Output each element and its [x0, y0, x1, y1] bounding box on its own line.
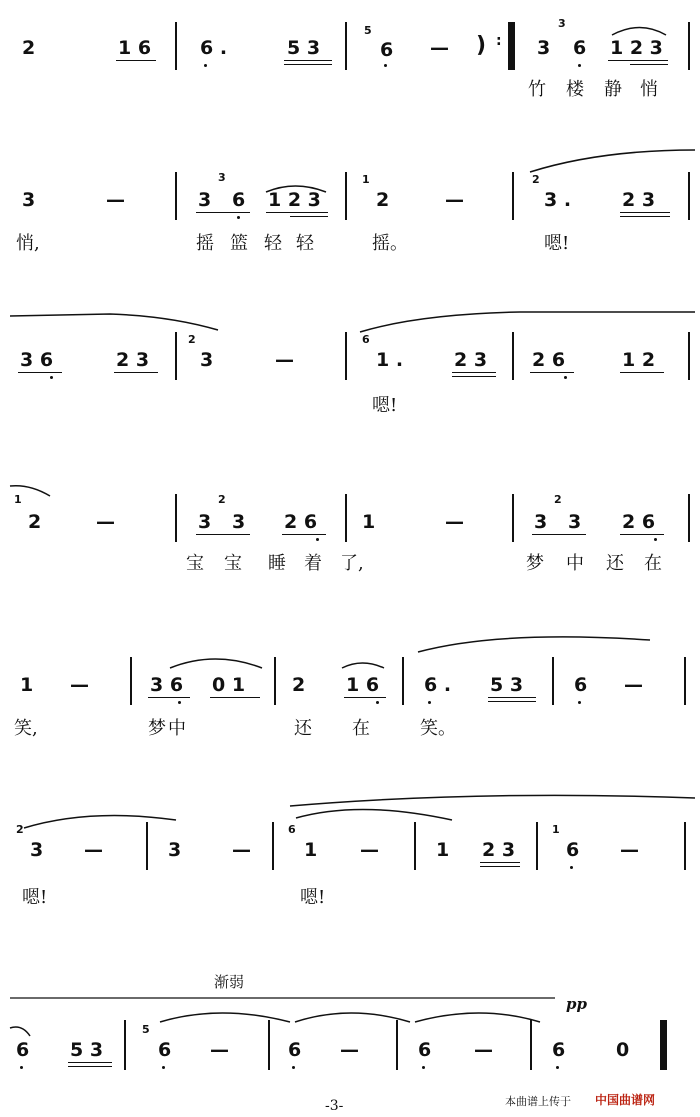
grace-note: 5	[142, 1023, 150, 1036]
dash: —	[445, 511, 464, 533]
note: 1 2	[622, 349, 656, 371]
lyric: 睡	[268, 553, 286, 574]
dash: —	[96, 511, 115, 533]
lyric: 中	[168, 718, 186, 739]
page-number: -3-	[325, 1098, 344, 1114]
lyric: 在	[644, 553, 662, 574]
lyric: 笑。	[420, 718, 456, 739]
expression-text: 渐弱	[214, 973, 245, 991]
note: 3	[568, 511, 582, 533]
note: 2 3	[482, 839, 516, 861]
repeat-dots: :	[496, 33, 502, 49]
note: 6	[232, 189, 246, 211]
note: 1 .	[376, 349, 404, 371]
lyric: 嗯!	[22, 887, 48, 908]
note: 3 6	[20, 349, 54, 371]
system-1	[0, 0, 700, 120]
dash: —	[84, 839, 103, 861]
dash: —	[474, 1039, 493, 1061]
lyric: 嗯!	[300, 887, 326, 908]
note: 2 6	[284, 511, 318, 533]
grace-note: 2	[16, 823, 24, 836]
lyric: 中	[566, 553, 584, 574]
note: 6	[573, 37, 587, 59]
grace-note: 5	[364, 24, 372, 37]
dash: —	[624, 674, 643, 696]
note: 2 6	[532, 349, 566, 371]
grace-note: 3	[558, 17, 566, 30]
note: 1	[362, 511, 376, 533]
dash: —	[340, 1039, 359, 1061]
system-5	[0, 655, 700, 775]
note: 6	[158, 1039, 172, 1061]
dash: —	[275, 349, 294, 371]
lyric: 楼	[566, 79, 584, 100]
grace-note: 6	[362, 333, 370, 346]
grace-note: 1	[362, 173, 370, 186]
note: 2 6	[622, 511, 656, 533]
note: 1 2 3	[268, 189, 321, 211]
system-6	[0, 820, 700, 940]
note: 1	[304, 839, 318, 861]
note: 3 6	[150, 674, 184, 696]
note: 2 3	[454, 349, 488, 371]
note: 5 3	[287, 37, 321, 59]
note: 2 3	[116, 349, 150, 371]
dash: —	[106, 189, 125, 211]
dash: —	[232, 839, 251, 861]
lyric: 还	[294, 718, 312, 739]
note: 6	[288, 1039, 302, 1061]
note: 2	[22, 37, 36, 59]
note: 0 1	[212, 674, 246, 696]
lyric: 篮	[230, 233, 248, 254]
lyric: 梦	[526, 553, 544, 574]
note: 1	[20, 674, 34, 696]
note: 6 .	[424, 674, 452, 696]
grace-note: 1	[552, 823, 560, 836]
lyric: 了,	[340, 553, 364, 574]
note: 5 3	[490, 674, 524, 696]
note: 1 2 3	[610, 37, 663, 59]
dash: —	[360, 839, 379, 861]
note: 3	[30, 839, 44, 861]
note: 1 6	[118, 37, 152, 59]
note: 6	[566, 839, 580, 861]
dash: —	[620, 839, 639, 861]
note: 6	[574, 674, 588, 696]
lyric: 宝	[224, 553, 242, 574]
lyric: 悄,	[16, 233, 40, 254]
note: 3 .	[544, 189, 572, 211]
lyric: 悄	[640, 79, 658, 100]
source-text: 本曲谱上传于	[505, 1095, 571, 1108]
lyric: 轻	[296, 233, 314, 254]
lyric: 摇。	[372, 233, 408, 254]
note: 6	[380, 39, 394, 61]
grace-note: 2	[532, 173, 540, 186]
lyric: 着	[304, 553, 322, 574]
grace-note: 3	[218, 171, 226, 184]
lyric: 还	[606, 553, 624, 574]
system-7	[0, 970, 700, 1090]
lyric: 摇	[196, 233, 214, 254]
lyric: 静	[604, 79, 622, 100]
grace-note: 2	[218, 493, 226, 506]
lyric: 在	[352, 718, 370, 739]
note: 1	[436, 839, 450, 861]
note: 3	[198, 189, 212, 211]
note: 6	[418, 1039, 432, 1061]
note: 1 6	[346, 674, 380, 696]
paren: )	[476, 33, 487, 58]
note: 3	[198, 511, 212, 533]
lyric: 梦	[148, 718, 166, 739]
note: 6	[552, 1039, 566, 1061]
note: 3	[534, 511, 548, 533]
note: 3	[232, 511, 246, 533]
grace-note: 6	[288, 823, 296, 836]
dynamic-marking: pp	[566, 995, 587, 1013]
dash: —	[430, 37, 449, 59]
grace-note: 2	[188, 333, 196, 346]
note: 3	[168, 839, 182, 861]
system-2	[0, 160, 700, 280]
dash: —	[70, 674, 89, 696]
lyric: 宝	[186, 553, 204, 574]
note: 2 3	[622, 189, 656, 211]
system-4	[0, 490, 700, 610]
note: 0	[616, 1039, 630, 1061]
note: 3	[537, 37, 551, 59]
grace-note: 1	[14, 493, 22, 506]
dash: —	[210, 1039, 229, 1061]
note: 6 .	[200, 37, 228, 59]
system-3	[0, 320, 700, 440]
lyric: 竹	[528, 79, 546, 100]
lyric: 嗯!	[544, 233, 570, 254]
grace-note: 2	[554, 493, 562, 506]
source-logo: 中国曲谱网	[595, 1093, 656, 1107]
note: 3	[22, 189, 36, 211]
note: 5 3	[70, 1039, 104, 1061]
note: 2	[292, 674, 306, 696]
lyric: 轻	[264, 233, 282, 254]
lyric: 笑,	[14, 718, 38, 739]
lyric: 嗯!	[372, 395, 398, 416]
note: 6	[16, 1039, 30, 1061]
note: 3	[200, 349, 214, 371]
note: 2	[28, 511, 42, 533]
dash: —	[445, 189, 464, 211]
note: 2	[376, 189, 390, 211]
